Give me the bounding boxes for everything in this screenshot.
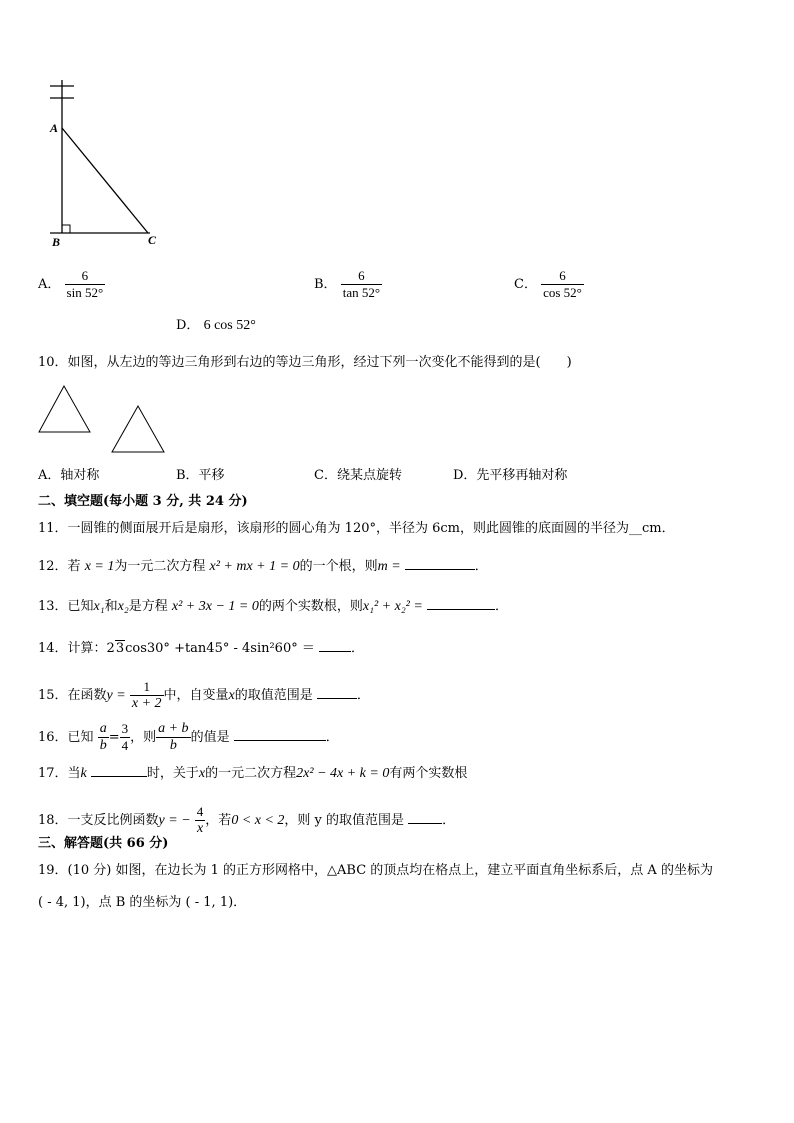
q17-answer-blank[interactable] [91,763,147,777]
q10-option-d: D．先平移再轴对称 [453,468,568,483]
section-3-heading: 三、解答题(共 66 分) [38,836,169,851]
q9-frac-b: $\frac{6}{\tan 52^\circ}$ [342,268,381,300]
figure-q9 [40,78,170,250]
q11: 11．一圆锥的侧面展开后是扇形，该扇形的圆心角为 120°，半径为 6cm，则此圆锥的底面圆的半径为__cm． [38,521,675,536]
q9-option-d: D． 6 cos 52° [176,318,256,333]
q17: 17．当k 时，关于x的一元二次方程2x² − 4x + k = 0有两个实数根 [38,763,467,784]
q10-option-a: A．轴对称 [38,468,100,483]
q15-answer-blank[interactable] [317,685,357,699]
figure-q10-triangles [36,384,176,454]
q19-line-1: 19．(10 分) 如图，在边长为 1 的正方形网格中，△ABC 的顶点均在格点上，建立平面直角坐标系后，点 A 的坐标为 [38,863,713,878]
q9-option-b: B． $\frac{6}{\tan 52^\circ}$ [314,268,381,300]
q14: 14．计算：23cos30° +tan45° - 4sin²60° ＝ ． [38,638,364,659]
section-2-heading: 二、填空题(每小题 3 分, 共 24 分) [38,494,248,509]
q15: 15．在函数y = $\frac{1}{x + 2}$ 中，自变量x的取值范围是 ． [38,679,370,711]
label-a: A [50,121,59,135]
q16-frac-sum: $\frac{a + b}{b}$ [158,721,189,753]
q19-line-2: ( - 4, 1)，点 B 的坐标为 ( - 1, 1)． [38,895,247,910]
q9-frac-a: $\frac{6}{\sin 52^\circ}$ [66,268,104,300]
q12-answer-blank[interactable] [405,556,475,570]
q9-option-c: C． $\frac{6}{\cos 52^\circ}$ [514,268,582,300]
q10-stem: 10．如图，从左边的等边三角形到右边的等边三角形，经过下列一次变化不能得到的是( ) [38,355,572,370]
q18-fraction: $\frac{4}{x}$ [196,804,204,836]
q16: 16．已知 $\frac{a}{b}$ = $\frac{3}{4}$ ，则 $\frac{a + b}{b}$ 的值是 ． [38,721,339,753]
q13: 13．已知x₁和x₂是方程 x² + 3x − 1 = 0的两个实数根，则x₁² + x₂² = ． [38,596,508,617]
q16-frac-ab: $\frac{a}{b}$ [99,721,107,753]
q18: 18．一支反比例函数y = − $\frac{4}{x}$ ，若0 < x < 2，则 y 的取值范围是 ． [38,804,456,836]
q13-answer-blank[interactable] [427,596,495,610]
label-c: C [148,233,157,247]
q16-frac-34: $\frac{3}{4}$ [121,721,129,753]
q10-option-b: B．平移 [176,468,225,483]
label-b: B [52,235,61,249]
q9-option-a: A． $\frac{6}{\sin 52^\circ}$ [38,268,104,300]
q9-frac-c: $\frac{6}{\cos 52^\circ}$ [543,268,582,300]
q15-fraction: $\frac{1}{x + 2}$ [131,679,162,711]
q16-answer-blank[interactable] [234,727,326,741]
q14-answer-blank[interactable] [319,638,351,652]
q12: 12．若 x = 1为一元二次方程 x² + mx + 1 = 0的一个根，则m = ． [38,556,488,577]
q10-option-c: C．绕某点旋转 [314,468,402,483]
q18-answer-blank[interactable] [408,810,442,824]
